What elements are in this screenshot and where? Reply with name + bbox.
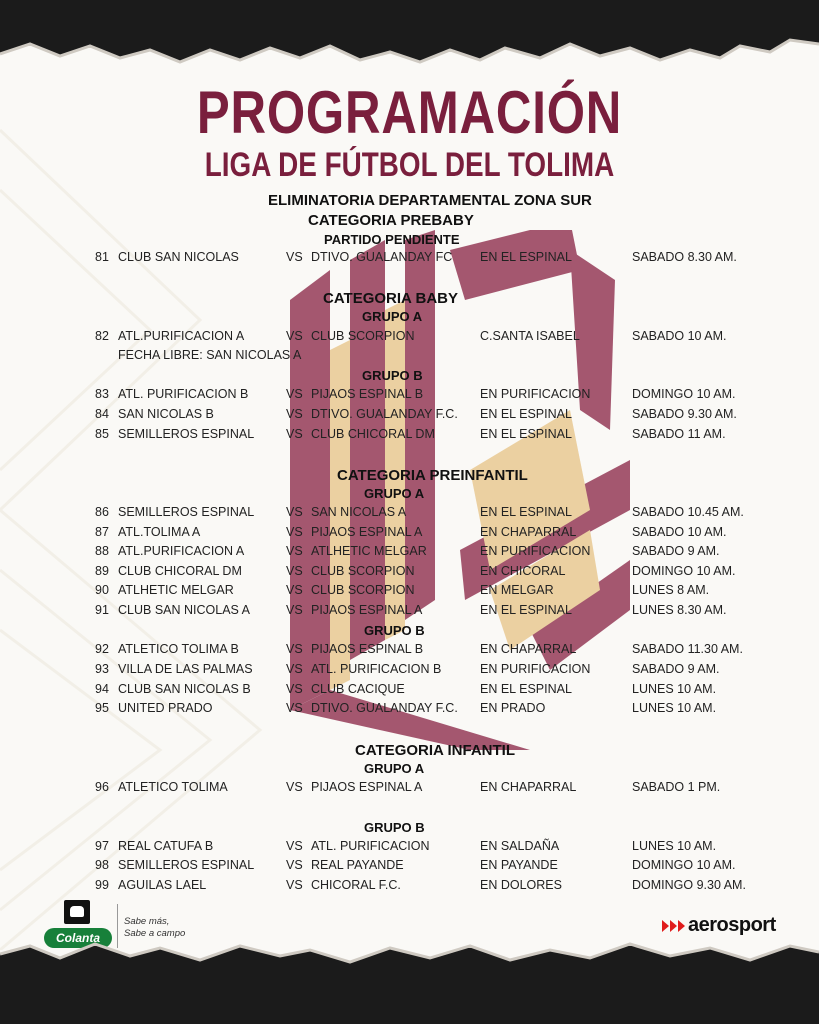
- venue: EN CHAPARRAL: [480, 780, 577, 794]
- category-heading-prebaby: CATEGORIA PREBABY: [308, 212, 474, 229]
- sponsor-slogan-line2: Sabe a campo: [124, 928, 186, 939]
- venue: EN EL ESPINAL: [480, 603, 572, 617]
- home-team: ATL.PURIFICACION A: [118, 329, 245, 343]
- match-number: 90: [95, 583, 109, 597]
- match-row: [0, 839, 819, 857]
- away-team: ATL. PURIFICACION B: [311, 662, 442, 676]
- match-number: 96: [95, 780, 109, 794]
- match-number: 97: [95, 839, 109, 853]
- competition-heading: ELIMINATORIA DEPARTAMENTAL ZONA SUR: [268, 192, 592, 209]
- match-time: LUNES 10 AM.: [632, 682, 717, 696]
- home-team: ATL. PURIFICACION B: [118, 387, 249, 401]
- match-row: [0, 642, 819, 660]
- match-time: DOMINGO 10 AM.: [632, 387, 736, 401]
- away-team: DTIVO. GUALANDAY F.C.: [311, 407, 458, 421]
- match-time: LUNES 8.30 AM.: [632, 603, 727, 617]
- vs-label: VS: [286, 858, 303, 872]
- match-time: SABADO 10 AM.: [632, 525, 727, 539]
- vs-label: VS: [286, 839, 303, 853]
- match-number: 91: [95, 603, 109, 617]
- triple-arrow-icon: [662, 920, 686, 932]
- match-row: [0, 662, 819, 680]
- venue: EN CHAPARRAL: [480, 642, 577, 656]
- match-row: [0, 525, 819, 543]
- partner-brand: aerosport: [688, 914, 776, 936]
- match-number: 98: [95, 858, 109, 872]
- match-number: 81: [95, 250, 109, 264]
- match-row: [0, 407, 819, 425]
- venue: EN CHICORAL: [480, 564, 566, 578]
- match-time: SABADO 9.30 AM.: [632, 407, 737, 421]
- venue: EN SALDAÑA: [480, 839, 560, 853]
- group-heading: GRUPO A: [364, 486, 425, 501]
- match-time: LUNES 10 AM.: [632, 701, 717, 715]
- away-team: CLUB SCORPION: [311, 329, 415, 343]
- match-row: [0, 544, 819, 562]
- vs-label: VS: [286, 505, 303, 519]
- away-team: CLUB SCORPION: [311, 564, 415, 578]
- match-time: SABADO 10.45 AM.: [632, 505, 744, 519]
- home-team: ATL.PURIFICACION A: [118, 544, 245, 558]
- venue: EN DOLORES: [480, 878, 562, 892]
- away-team: PIJAOS ESPINAL A: [311, 525, 423, 539]
- match-number: 94: [95, 682, 109, 696]
- home-team: ATLHETIC MELGAR: [118, 583, 234, 597]
- category-heading-baby: CATEGORIA BABY: [323, 290, 458, 307]
- away-team: PIJAOS ESPINAL A: [311, 780, 423, 794]
- group-heading: GRUPO B: [364, 820, 425, 835]
- away-team: PIJAOS ESPINAL B: [311, 642, 424, 656]
- vs-label: VS: [286, 642, 303, 656]
- match-row: [0, 387, 819, 405]
- match-number: 89: [95, 564, 109, 578]
- away-team: CLUB CACIQUE: [311, 682, 405, 696]
- away-team: CLUB CHICORAL DM: [311, 427, 435, 441]
- match-number: 82: [95, 329, 109, 343]
- torn-paper-top: [0, 0, 819, 80]
- venue: EN PAYANDE: [480, 858, 558, 872]
- match-number: 93: [95, 662, 109, 676]
- venue: C.SANTA ISABEL: [480, 329, 580, 343]
- sponsor-brand: Colanta: [44, 928, 112, 948]
- group-heading: GRUPO B: [362, 368, 423, 383]
- vs-label: VS: [286, 407, 303, 421]
- match-number: 85: [95, 427, 109, 441]
- match-time: LUNES 8 AM.: [632, 583, 710, 597]
- cow-icon: [64, 900, 90, 924]
- match-row: [0, 505, 819, 523]
- home-team: ATLETICO TOLIMA: [118, 780, 228, 794]
- vs-label: VS: [286, 878, 303, 892]
- home-team: ATLETICO TOLIMA B: [118, 642, 239, 656]
- home-team: CLUB SAN NICOLAS: [118, 250, 239, 264]
- vs-label: VS: [286, 662, 303, 676]
- home-team: UNITED PRADO: [118, 701, 213, 715]
- match-time: SABADO 9 AM.: [632, 662, 720, 676]
- venue: EN PURIFICACION: [480, 387, 591, 401]
- venue: EN EL ESPINAL: [480, 682, 572, 696]
- away-team: SAN NICOLAS A: [311, 505, 407, 519]
- vs-label: VS: [286, 387, 303, 401]
- match-number: 84: [95, 407, 109, 421]
- home-team: SAN NICOLAS B: [118, 407, 214, 421]
- match-row: [0, 427, 819, 445]
- venue: EN CHAPARRAL: [480, 525, 577, 539]
- group-heading: GRUPO A: [364, 761, 425, 776]
- away-team: DTIVO. GUALANDAY F.C.: [311, 701, 458, 715]
- venue: EN EL ESPINAL: [480, 407, 572, 421]
- home-team: SEMILLEROS ESPINAL: [118, 427, 255, 441]
- home-team: REAL CATUFA B: [118, 839, 214, 853]
- match-time: SABADO 9 AM.: [632, 544, 720, 558]
- bye-note: FECHA LIBRE: SAN NICOLAS A: [118, 348, 302, 362]
- venue: EN PURIFICACION: [480, 544, 591, 558]
- page-subtitle: LIGA DE FÚTBOL DEL TOLIMA: [204, 146, 615, 184]
- match-row: [0, 701, 819, 719]
- home-team: CLUB CHICORAL DM: [118, 564, 242, 578]
- vs-label: VS: [286, 250, 303, 264]
- vs-label: VS: [286, 525, 303, 539]
- match-time: DOMINGO 9.30 AM.: [632, 878, 746, 892]
- home-team: SEMILLEROS ESPINAL: [118, 505, 255, 519]
- away-team: ATLHETIC MELGAR: [311, 544, 427, 558]
- home-team: CLUB SAN NICOLAS A: [118, 603, 250, 617]
- venue: EN PURIFICACION: [480, 662, 591, 676]
- vs-label: VS: [286, 780, 303, 794]
- vs-label: VS: [286, 583, 303, 597]
- away-team: CHICORAL F.C.: [311, 878, 401, 892]
- home-team: ATL.TOLIMA A: [118, 525, 201, 539]
- venue: EN PRADO: [480, 701, 546, 715]
- venue: EN EL ESPINAL: [480, 427, 572, 441]
- match-time: DOMINGO 10 AM.: [632, 858, 736, 872]
- match-time: SABADO 1 PM.: [632, 780, 721, 794]
- sponsor-slogan-line1: Sabe más,: [124, 916, 170, 927]
- home-team: AGUILAS LAEL: [118, 878, 207, 892]
- vs-label: VS: [286, 427, 303, 441]
- match-number: 88: [95, 544, 109, 558]
- match-row: [0, 878, 819, 896]
- category-heading-preinfantil: CATEGORIA PREINFANTIL: [337, 467, 528, 484]
- match-row: [0, 564, 819, 582]
- category-heading-infantil: CATEGORIA INFANTIL: [355, 742, 515, 759]
- vs-label: VS: [286, 564, 303, 578]
- home-team: CLUB SAN NICOLAS B: [118, 682, 251, 696]
- match-row: [0, 603, 819, 621]
- away-team: PIJAOS ESPINAL A: [311, 603, 423, 617]
- match-row: [0, 250, 819, 268]
- away-team: ATL. PURIFICACION: [311, 839, 430, 853]
- match-number: 99: [95, 878, 109, 892]
- venue: EN MELGAR: [480, 583, 554, 597]
- match-number: 83: [95, 387, 109, 401]
- group-heading: GRUPO B: [364, 623, 425, 638]
- match-row: [0, 329, 819, 347]
- match-number: 92: [95, 642, 109, 656]
- away-team: PIJAOS ESPINAL B: [311, 387, 424, 401]
- match-row: [0, 583, 819, 601]
- match-number: 86: [95, 505, 109, 519]
- away-team: CLUB SCORPION: [311, 583, 415, 597]
- match-time: DOMINGO 10 AM.: [632, 564, 736, 578]
- home-team: VILLA DE LAS PALMAS: [118, 662, 253, 676]
- match-row: [0, 858, 819, 876]
- match-time: LUNES 10 AM.: [632, 839, 717, 853]
- vs-label: VS: [286, 701, 303, 715]
- vs-label: VS: [286, 329, 303, 343]
- vs-label: VS: [286, 544, 303, 558]
- match-row: [0, 682, 819, 700]
- page-title: PROGRAMACIÓN: [196, 79, 623, 146]
- venue: EN EL ESPINAL: [480, 250, 572, 264]
- vs-label: VS: [286, 682, 303, 696]
- pending-match-heading: PARTIDO PENDIENTE: [324, 232, 460, 247]
- match-row: [0, 780, 819, 798]
- match-time: SABADO 11.30 AM.: [632, 642, 743, 656]
- vs-label: VS: [286, 603, 303, 617]
- torn-paper-bottom: [0, 934, 819, 1024]
- home-team: SEMILLEROS ESPINAL: [118, 858, 255, 872]
- match-time: SABADO 10 AM.: [632, 329, 727, 343]
- away-team: DTIVO. GUALANDAY FC: [311, 250, 453, 264]
- match-number: 95: [95, 701, 109, 715]
- match-time: SABADO 11 AM.: [632, 427, 726, 441]
- group-heading: GRUPO A: [362, 309, 423, 324]
- match-number: 87: [95, 525, 109, 539]
- match-time: SABADO 8.30 AM.: [632, 250, 737, 264]
- venue: EN EL ESPINAL: [480, 505, 572, 519]
- away-team: REAL PAYANDE: [311, 858, 404, 872]
